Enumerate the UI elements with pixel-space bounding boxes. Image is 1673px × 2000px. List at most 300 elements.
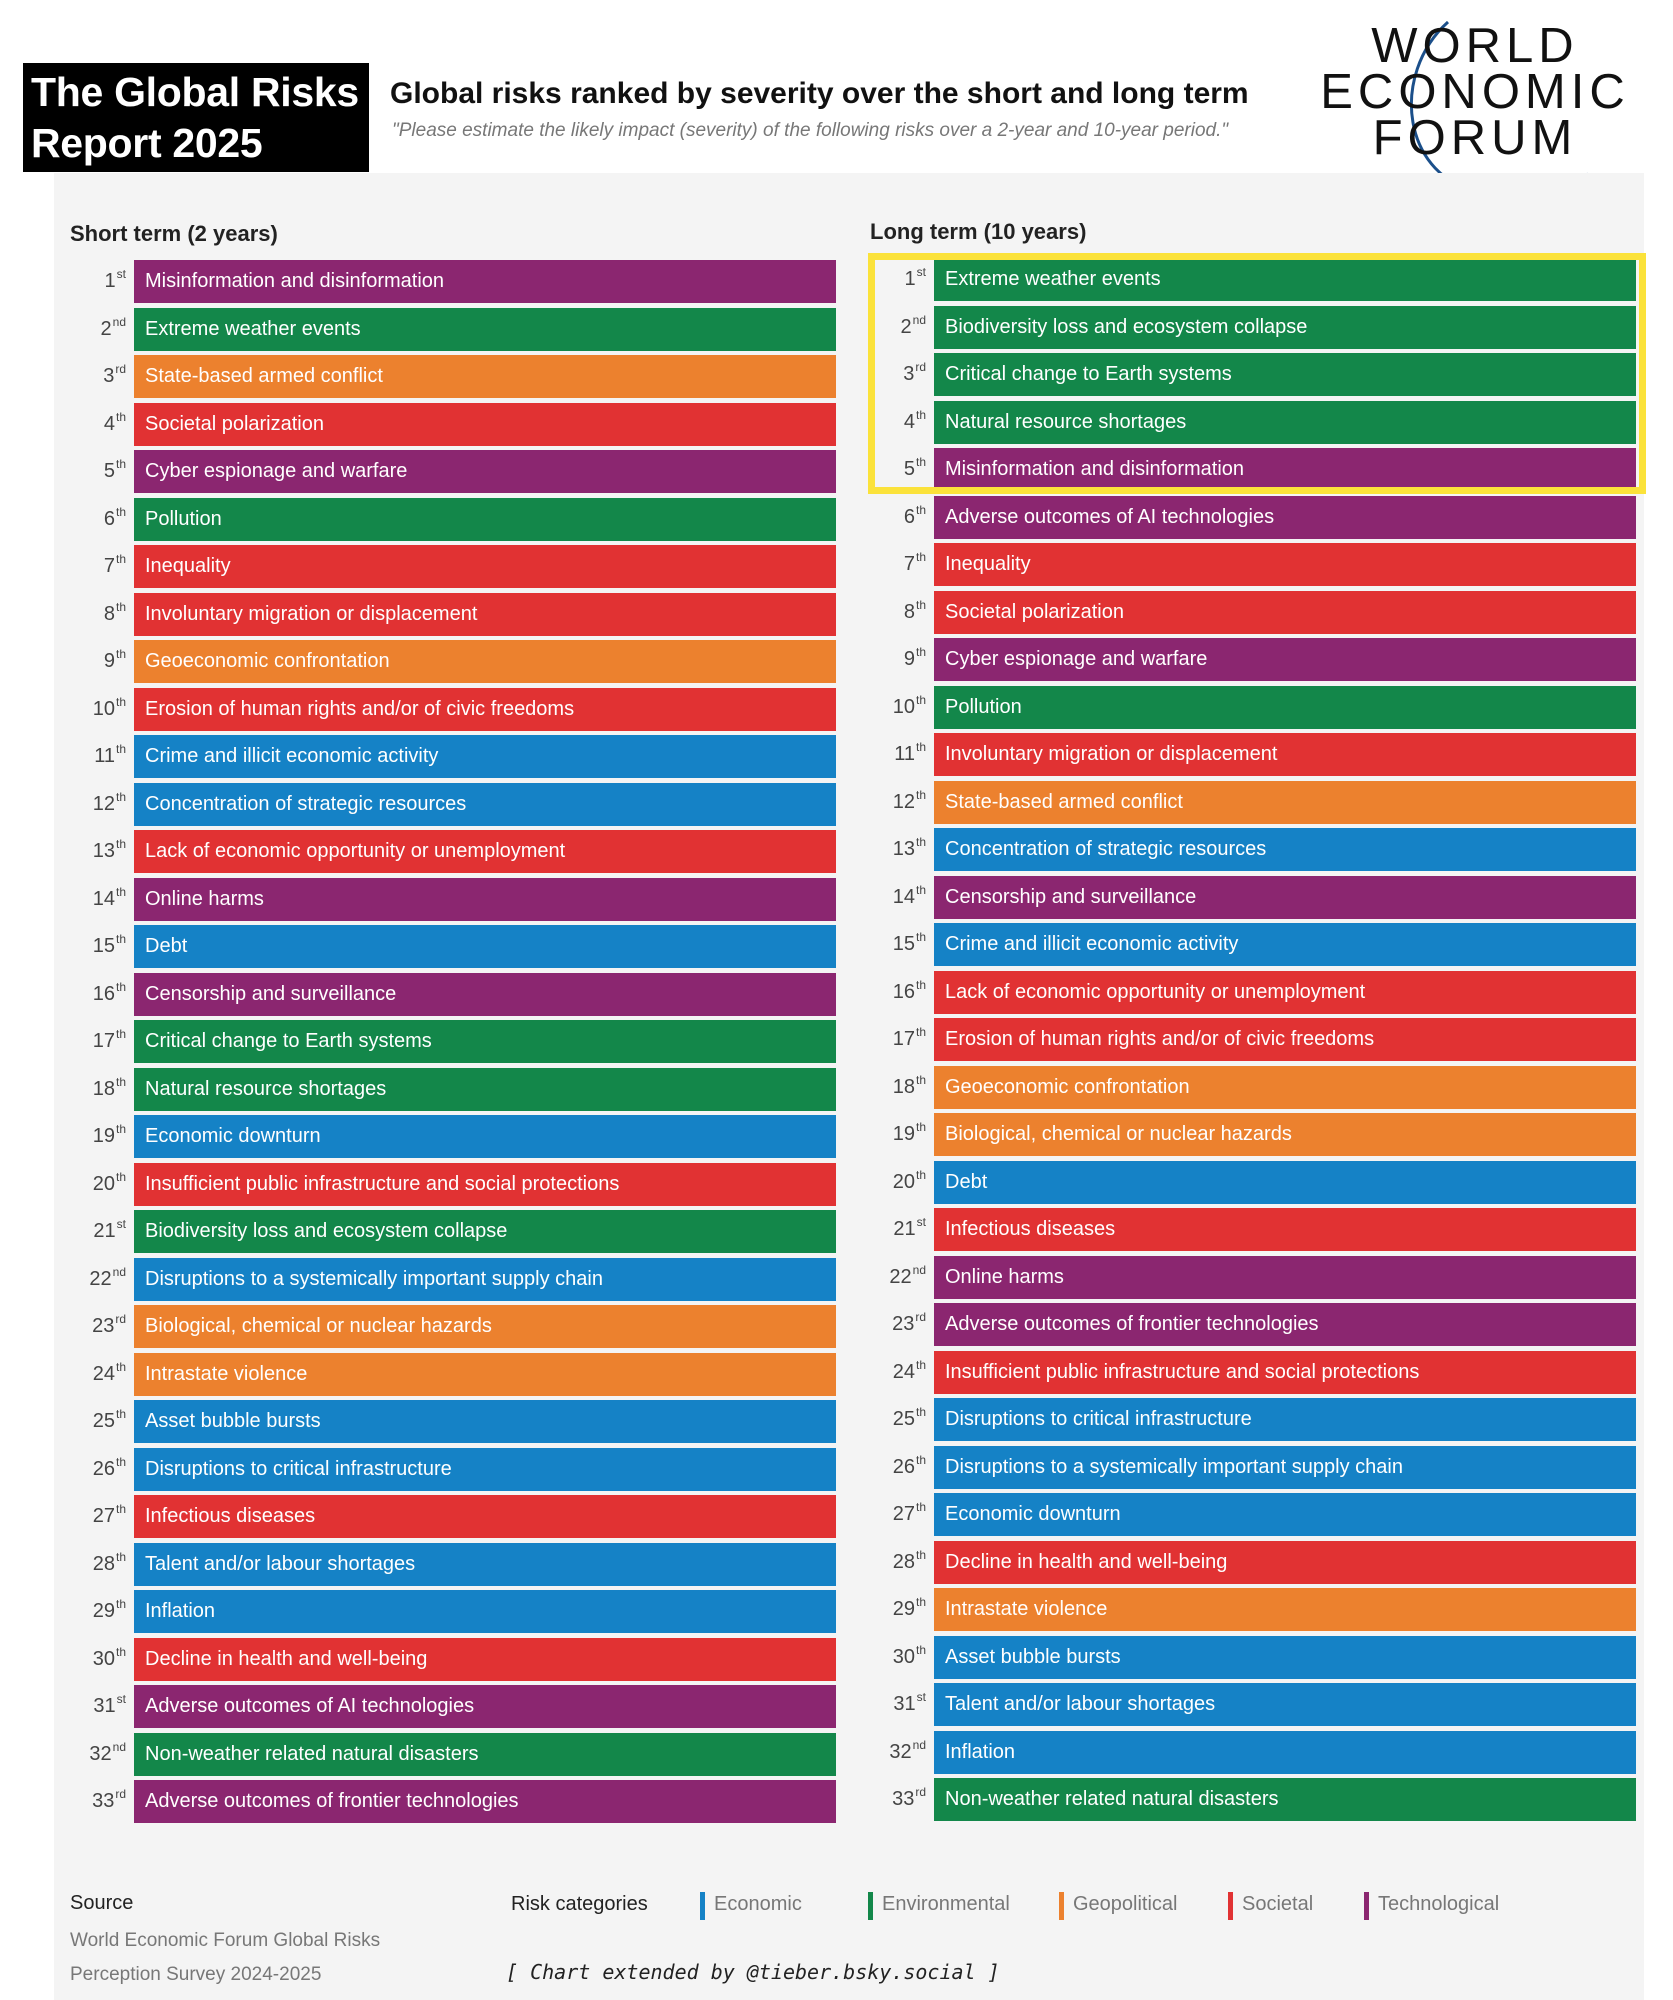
rank-suffix: th: [115, 932, 126, 946]
risk-bar: Non-weather related natural disasters: [134, 1733, 836, 1776]
rank-number: 11: [94, 745, 115, 767]
rank-label: [870, 1634, 926, 1681]
risk-bar: Critical change to Earth systems: [934, 353, 1636, 396]
rank-row: [70, 1256, 840, 1303]
rank-number: 30: [92, 1647, 115, 1670]
rank-row: [70, 1731, 840, 1778]
rank-number: 10: [92, 697, 115, 720]
rank-suffix: th: [115, 647, 126, 661]
risk-bar: Adverse outcomes of AI technologies: [934, 496, 1636, 539]
rank-suffix: th: [915, 455, 926, 469]
rank-number: 16: [92, 982, 115, 1005]
risk-bar: Pollution: [934, 686, 1636, 729]
rank-number: 11: [894, 743, 915, 765]
rank-label: [70, 401, 126, 448]
risk-bar: Pollution: [134, 498, 836, 541]
rank-number: 17: [892, 1028, 915, 1050]
rank-label: [870, 1729, 926, 1776]
rank-label: [870, 1254, 926, 1301]
rank-row: [70, 1588, 840, 1635]
rank-suffix: th: [115, 457, 126, 471]
rank-number: 13: [892, 838, 915, 860]
rank-row: [870, 589, 1640, 636]
rank-suffix: st: [916, 265, 926, 279]
rank-number: 25: [892, 1408, 915, 1430]
risk-bar: Censorship and surveillance: [134, 973, 836, 1016]
rank-row: [70, 733, 840, 780]
risk-bar: Online harms: [134, 878, 836, 921]
rank-number: 5: [903, 458, 915, 480]
rank-suffix: th: [115, 1549, 126, 1564]
risk-bar: Involuntary migration or displacement: [134, 593, 836, 636]
rank-number: 30: [892, 1645, 915, 1668]
rank-number: 18: [92, 1077, 115, 1100]
rank-label: [70, 733, 126, 780]
legend-swatch: [1364, 1892, 1369, 1920]
rank-label: [70, 1161, 126, 1208]
rank-row: [70, 1066, 840, 1113]
rank-number: 21: [93, 1220, 116, 1242]
rank-number: 20: [892, 1170, 915, 1193]
rank-suffix: st: [916, 1215, 926, 1229]
rank-number: 29: [892, 1598, 915, 1620]
risk-bar: Decline in health and well-being: [934, 1541, 1636, 1584]
rank-number: 12: [892, 790, 915, 813]
rank-suffix: th: [915, 597, 926, 612]
rank-suffix: th: [915, 1025, 926, 1039]
rank-number: 27: [892, 1503, 915, 1525]
rank-row: [870, 1206, 1640, 1253]
rank-row: [70, 401, 840, 448]
rank-suffix: nd: [912, 312, 926, 327]
rank-number: 19: [892, 1123, 915, 1145]
risk-bar: Online harms: [934, 1256, 1636, 1299]
legend-swatch: [868, 1892, 873, 1920]
risk-bar: Inflation: [934, 1731, 1636, 1774]
rank-suffix: rd: [915, 360, 926, 374]
rank-number: 7: [103, 555, 115, 577]
rank-label: [70, 1256, 126, 1303]
logo-line-world: WORLD: [1371, 19, 1579, 73]
rank-number: 33: [892, 1788, 915, 1810]
source-line: World Economic Forum Global Risks: [70, 1930, 381, 1951]
risk-bar: Misinformation and disinformation: [134, 260, 836, 303]
top-five-highlight: [868, 253, 1646, 494]
rank-row: [70, 1303, 840, 1350]
rank-label: [70, 1636, 126, 1683]
long-term-title: Long term (10 years): [870, 219, 1087, 244]
rank-suffix: th: [115, 1122, 126, 1136]
rank-suffix: nd: [112, 1264, 126, 1279]
risk-bar: Societal polarization: [134, 403, 836, 446]
rank-suffix: th: [115, 1454, 126, 1469]
rank-row: [70, 353, 840, 400]
rank-suffix: th: [115, 837, 126, 851]
legend-environmental: [868, 1893, 1010, 1916]
rank-row: [870, 636, 1640, 683]
rank-label: [870, 874, 926, 921]
rank-label: [870, 1016, 926, 1063]
rank-number: 13: [92, 840, 115, 862]
rank-number: 5: [103, 460, 115, 482]
risk-bar: Insufficient public infrastructure and social protections: [134, 1163, 836, 1206]
rank-suffix: th: [915, 407, 926, 422]
rank-suffix: th: [115, 1644, 126, 1659]
rank-label: [70, 543, 126, 590]
rank-number: 9: [103, 650, 115, 672]
rank-number: 2: [100, 317, 112, 340]
risk-bar: Extreme weather events: [134, 308, 836, 351]
rank-suffix: th: [915, 1357, 926, 1372]
rank-number: 26: [892, 1455, 915, 1478]
source-label: Source: [70, 1892, 134, 1914]
rank-suffix: th: [915, 1405, 926, 1419]
report-badge-line-1: The Global Risks: [31, 69, 359, 115]
rank-row: [70, 543, 840, 590]
risk-bar: State-based armed conflict: [134, 355, 836, 398]
rank-row: [70, 876, 840, 923]
rank-suffix: th: [115, 1169, 126, 1184]
rank-label: [870, 1586, 926, 1633]
risk-bar: Intrastate violence: [134, 1353, 836, 1396]
rank-label: [70, 1018, 126, 1065]
risk-bar: Adverse outcomes of AI technologies: [134, 1685, 836, 1728]
rank-number: 28: [92, 1552, 115, 1575]
legend-geopolitical: [1059, 1893, 1178, 1916]
risk-bar: Infectious diseases: [934, 1208, 1636, 1251]
rank-row: [70, 1398, 840, 1445]
rank-label: [870, 1444, 926, 1491]
rank-suffix: th: [115, 1407, 126, 1421]
rank-suffix: st: [116, 267, 126, 281]
rank-number: 10: [892, 695, 915, 718]
rank-row: [870, 1111, 1640, 1158]
legend-label: Risk categories: [511, 1893, 648, 1915]
rank-row: [70, 1541, 840, 1588]
rank-number: 22: [89, 1267, 112, 1290]
risk-bar: Natural resource shortages: [134, 1068, 836, 1111]
rank-row: [70, 781, 840, 828]
chart-subtitle: "Please estimate the likely impact (severity) of the following risks over a 2-year and 10-year period.": [392, 120, 1229, 141]
rank-row: [70, 1778, 840, 1825]
legend-text: Geopolitical: [1073, 1893, 1178, 1915]
rank-label: [70, 876, 126, 923]
rank-label: [870, 826, 926, 873]
risk-bar: Crime and illicit economic activity: [934, 923, 1636, 966]
legend-text: Environmental: [882, 1893, 1010, 1915]
risk-bar: Asset bubble bursts: [934, 1636, 1636, 1679]
rank-label: [70, 448, 126, 495]
rank-label: [70, 1303, 126, 1350]
rank-number: 28: [892, 1550, 915, 1573]
rank-number: 14: [892, 885, 915, 908]
rank-row: [70, 258, 840, 305]
rank-row: [870, 731, 1640, 778]
rank-row: [70, 1636, 840, 1683]
risk-bar: Decline in health and well-being: [134, 1638, 836, 1681]
risk-bar: Disruptions to a systemically important supply chain: [934, 1446, 1636, 1489]
report-badge-line-2: Report 2025: [31, 120, 263, 166]
risk-bar: Disruptions to critical infrastructure: [934, 1398, 1636, 1441]
rank-number: 1: [904, 268, 916, 290]
rank-row: [870, 1301, 1640, 1348]
rank-label: [70, 1446, 126, 1493]
risk-bar: Crime and illicit economic activity: [134, 735, 836, 778]
logo-line-economic: ECONOMIC: [1320, 65, 1630, 119]
rank-number: 2: [900, 315, 912, 338]
rank-suffix: th: [915, 550, 926, 564]
rank-label: [870, 1491, 926, 1538]
rank-label: [870, 589, 926, 636]
rank-label: [870, 684, 926, 731]
rank-suffix: th: [115, 979, 126, 994]
rank-row: [870, 1729, 1640, 1776]
rank-label: [70, 306, 126, 353]
rank-number: 6: [903, 505, 915, 528]
rank-number: 33: [92, 1790, 115, 1812]
risk-bar: Natural resource shortages: [934, 401, 1636, 444]
rank-number: 6: [103, 507, 115, 530]
rank-row: [70, 638, 840, 685]
rank-label: [70, 1351, 126, 1398]
rank-suffix: th: [915, 645, 926, 659]
rank-suffix: th: [115, 1502, 126, 1516]
rank-label: [870, 1064, 926, 1111]
rank-number: 9: [903, 648, 915, 670]
rank-row: [870, 494, 1640, 541]
rank-suffix: th: [915, 977, 926, 992]
rank-suffix: rd: [915, 1785, 926, 1799]
risk-bar: Cyber espionage and warfare: [934, 638, 1636, 681]
rank-row: [70, 828, 840, 875]
rank-label: [70, 1541, 126, 1588]
rank-number: 19: [92, 1125, 115, 1147]
rank-label: [70, 1493, 126, 1540]
rank-number: 23: [92, 1315, 115, 1337]
rank-label: [70, 1683, 126, 1730]
risk-bar: Geoeconomic confrontation: [934, 1066, 1636, 1109]
risk-bar: Misinformation and disinformation: [934, 448, 1636, 491]
rank-row: [70, 1683, 840, 1730]
rank-suffix: th: [115, 742, 126, 756]
rank-suffix: th: [115, 884, 126, 899]
rank-number: 3: [903, 363, 915, 385]
rank-row: [70, 448, 840, 495]
risk-bar: Concentration of strategic resources: [934, 828, 1636, 871]
risk-bar: Economic downturn: [934, 1493, 1636, 1536]
rank-row: [70, 1493, 840, 1540]
rank-number: 16: [892, 980, 915, 1003]
rank-row: [870, 1254, 1640, 1301]
rank-label: [870, 1111, 926, 1158]
rank-suffix: th: [915, 787, 926, 802]
rank-label: [70, 686, 126, 733]
rank-label: [870, 779, 926, 826]
rank-number: 20: [92, 1172, 115, 1195]
rank-suffix: th: [915, 1642, 926, 1657]
risk-bar: Adverse outcomes of frontier technologies: [134, 1780, 836, 1823]
rank-row: [870, 1634, 1640, 1681]
rank-number: 3: [103, 365, 115, 387]
rank-row: [870, 1444, 1640, 1491]
risk-bar: Biodiversity loss and ecosystem collapse: [934, 306, 1636, 349]
rank-suffix: st: [116, 1217, 126, 1231]
chart-title: Global risks ranked by severity over the short and long term: [390, 77, 1249, 110]
rank-row: [870, 921, 1640, 968]
risk-bar: Lack of economic opportunity or unemployment: [134, 830, 836, 873]
rank-row: [870, 1491, 1640, 1538]
rank-suffix: nd: [912, 1737, 926, 1752]
rank-number: 21: [893, 1218, 916, 1240]
rank-label: [70, 971, 126, 1018]
rank-row: [70, 1018, 840, 1065]
source-line: Perception Survey 2024-2025: [70, 1964, 322, 1985]
rank-number: 15: [92, 935, 115, 957]
rank-label: [870, 731, 926, 778]
risk-bar: Biological, chemical or nuclear hazards: [134, 1305, 836, 1348]
risk-bar: Societal polarization: [934, 591, 1636, 634]
rank-label: [70, 828, 126, 875]
rank-label: [70, 1778, 126, 1825]
rank-number: 15: [892, 933, 915, 955]
rank-suffix: th: [915, 1072, 926, 1087]
rank-label: [870, 969, 926, 1016]
rank-suffix: th: [115, 599, 126, 614]
rank-suffix: rd: [115, 362, 126, 376]
rank-number: 31: [893, 1693, 916, 1715]
rank-label: [870, 494, 926, 541]
rank-number: 32: [89, 1742, 112, 1765]
risk-bar: Biological, chemical or nuclear hazards: [934, 1113, 1636, 1156]
risk-bar: Adverse outcomes of frontier technologies: [934, 1303, 1636, 1346]
rank-suffix: th: [915, 1547, 926, 1562]
rank-number: 1: [104, 270, 116, 292]
rank-row: [70, 306, 840, 353]
rank-row: [870, 1586, 1640, 1633]
rank-number: 26: [92, 1457, 115, 1480]
risk-bar: Inflation: [134, 1590, 836, 1633]
rank-row: [870, 1396, 1640, 1443]
rank-number: 27: [92, 1505, 115, 1527]
rank-number: 23: [892, 1313, 915, 1335]
risk-bar: Geoeconomic confrontation: [134, 640, 836, 683]
rank-suffix: rd: [915, 1310, 926, 1324]
rank-suffix: th: [915, 740, 926, 754]
rank-row: [870, 874, 1640, 921]
risk-bar: Non-weather related natural disasters: [934, 1778, 1636, 1821]
rank-suffix: rd: [115, 1787, 126, 1801]
rank-label: [70, 1113, 126, 1160]
legend-swatch: [1228, 1892, 1233, 1920]
rank-row: [70, 591, 840, 638]
risk-bar: Biodiversity loss and ecosystem collapse: [134, 1210, 836, 1253]
rank-label: [870, 1396, 926, 1443]
legend-text: Economic: [714, 1893, 802, 1915]
rank-suffix: th: [115, 552, 126, 566]
risk-bar: Disruptions to a systemically important supply chain: [134, 1258, 836, 1301]
risk-bar: Lack of economic opportunity or unemployment: [934, 971, 1636, 1014]
rank-label: [870, 541, 926, 588]
risk-bar: Asset bubble bursts: [134, 1400, 836, 1443]
rank-suffix: th: [915, 930, 926, 944]
rank-row: [70, 1351, 840, 1398]
risk-bar: Talent and/or labour shortages: [134, 1543, 836, 1586]
rank-label: [870, 1159, 926, 1206]
rank-label: [870, 636, 926, 683]
risk-bar: Inequality: [934, 543, 1636, 586]
rank-row: [870, 826, 1640, 873]
rank-suffix: th: [115, 694, 126, 709]
rank-row: [70, 971, 840, 1018]
rank-number: 14: [92, 887, 115, 910]
rank-number: 29: [92, 1600, 115, 1622]
rank-number: 24: [892, 1360, 915, 1383]
rank-label: [70, 353, 126, 400]
rank-suffix: nd: [112, 1739, 126, 1754]
rank-row: [870, 1776, 1640, 1823]
rank-row: [870, 1681, 1640, 1728]
rank-suffix: th: [115, 1074, 126, 1089]
rank-suffix: nd: [912, 1262, 926, 1277]
rank-row: [70, 1446, 840, 1493]
rank-label: [870, 1539, 926, 1586]
rank-label: [70, 638, 126, 685]
rank-suffix: th: [115, 789, 126, 804]
risk-bar: Insufficient public infrastructure and social protections: [934, 1351, 1636, 1394]
risk-bar: Critical change to Earth systems: [134, 1020, 836, 1063]
rank-suffix: rd: [115, 1312, 126, 1326]
logo-line-forum: FORUM: [1372, 111, 1578, 165]
rank-suffix: th: [915, 1167, 926, 1182]
rank-number: 25: [92, 1410, 115, 1432]
rank-row: [870, 1349, 1640, 1396]
rank-label: [70, 1208, 126, 1255]
rank-number: 18: [892, 1075, 915, 1098]
rank-row: [70, 1113, 840, 1160]
rank-row: [70, 686, 840, 733]
rank-row: [870, 541, 1640, 588]
rank-number: 12: [92, 792, 115, 815]
rank-label: [70, 1731, 126, 1778]
rank-number: 32: [889, 1740, 912, 1763]
rank-label: [70, 1398, 126, 1445]
rank-label: [70, 591, 126, 638]
rank-label: [70, 781, 126, 828]
risk-bar: Intrastate violence: [934, 1588, 1636, 1631]
risk-bar: Erosion of human rights and/or of civic freedoms: [134, 688, 836, 731]
risk-bar: Extreme weather events: [934, 258, 1636, 301]
rank-label: [70, 496, 126, 543]
rank-number: 31: [93, 1695, 116, 1717]
risk-bar: Concentration of strategic resources: [134, 783, 836, 826]
rank-number: 4: [903, 410, 915, 433]
legend-text: Societal: [1242, 1893, 1314, 1915]
risk-bar: Involuntary migration or displacement: [934, 733, 1636, 776]
risk-bar: Erosion of human rights and/or of civic freedoms: [934, 1018, 1636, 1061]
rank-row: [870, 779, 1640, 826]
legend-swatch: [700, 1892, 705, 1920]
credit-text: [ Chart extended by @tieber.bsky.social ]: [506, 1960, 1000, 1984]
risk-bar: Debt: [934, 1161, 1636, 1204]
rank-suffix: th: [115, 1027, 126, 1041]
rank-suffix: th: [915, 835, 926, 849]
risk-bar: Talent and/or labour shortages: [934, 1683, 1636, 1726]
rank-number: 22: [889, 1265, 912, 1288]
risk-bar: Inequality: [134, 545, 836, 588]
rank-suffix: th: [115, 409, 126, 424]
rank-number: 24: [92, 1362, 115, 1385]
rank-row: [870, 1064, 1640, 1111]
